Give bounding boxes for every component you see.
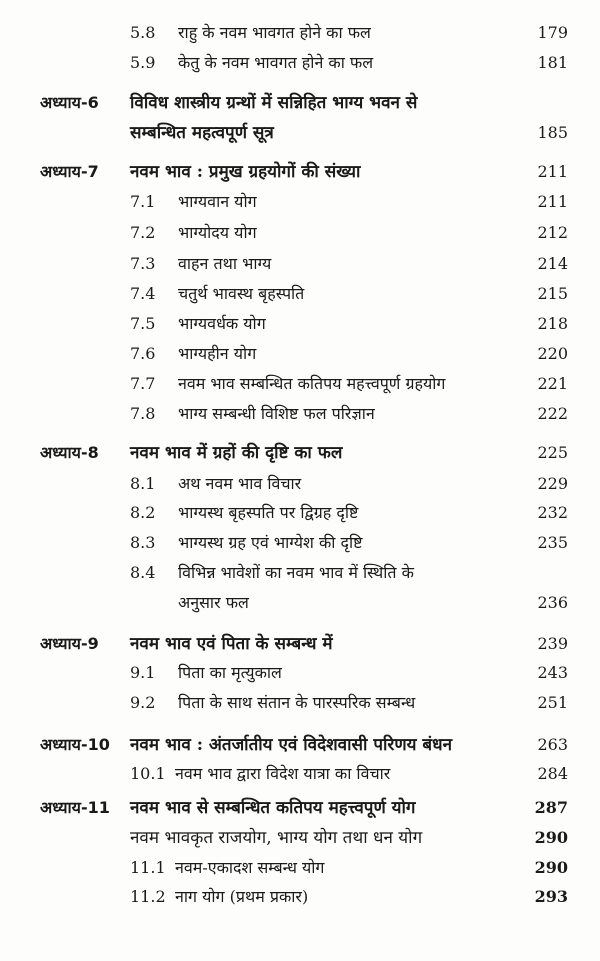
section-entry — [0, 498, 600, 528]
section-entry — [0, 658, 600, 688]
entry-title: अनुसार फल — [178, 593, 249, 612]
chapter-label: अध्याय-9 — [40, 634, 99, 653]
section-number: 7.7 — [130, 374, 156, 393]
chapter-entry — [0, 730, 600, 760]
page-number: 235 — [537, 533, 568, 552]
section-entry — [0, 187, 600, 217]
entry-title: नवम भाव द्वारा विदेश यात्रा का विचार — [175, 764, 391, 783]
page-number: 214 — [537, 254, 568, 273]
entry-title: चतुर्थ भावस्थ बृहस्पति — [178, 284, 305, 303]
chapter-label: अध्याय-11 — [40, 798, 110, 817]
page-number: 284 — [537, 764, 568, 783]
entry-title: नवम भावकृत राजयोग, भाग्य योग तथा धन योग — [130, 828, 423, 848]
section-number: 11.1 — [130, 858, 166, 877]
page-number: 220 — [537, 344, 568, 363]
entry-title: पिता के साथ संतान के पारस्परिक सम्बन्ध — [178, 693, 416, 712]
section-number: 7.8 — [130, 404, 156, 423]
section-entry — [0, 369, 600, 399]
entry-title: पिता का मृत्युकाल — [178, 663, 282, 682]
chapter-label: अध्याय-8 — [40, 443, 99, 462]
page-number: 185 — [537, 123, 568, 142]
section-entry — [0, 558, 600, 588]
entry-title: भाग्यस्थ ग्रह एवं भाग्येश की दृष्टि — [178, 533, 363, 552]
entry-title: सम्बन्धित महत्वपूर्ण सूत्र — [130, 123, 274, 143]
entry-title: भाग्य सम्बन्धी विशिष्ट फल परिज्ञान — [178, 404, 375, 423]
page-number: 218 — [537, 314, 568, 333]
chapter-entry — [0, 629, 600, 659]
entry-title: अथ नवम भाव विचार — [178, 474, 302, 493]
entry-title: विविध शास्त्रीय ग्रन्थों में सन्निहित भाग्य भवन से — [130, 93, 418, 113]
section-entry — [0, 759, 600, 789]
entry-title: वाहन तथा भाग्य — [178, 254, 272, 273]
entry-title: विभिन्न भावेशों का नवम भाव में स्थिति के — [178, 563, 414, 582]
section-number: 7.6 — [130, 344, 156, 363]
page-number: 179 — [537, 23, 568, 42]
entry-title: केतु के नवम भावगत होने का फल — [178, 53, 374, 72]
section-number: 7.3 — [130, 254, 156, 273]
chapter-entry — [0, 157, 600, 187]
chapter-label: अध्याय-7 — [40, 162, 99, 181]
entry-title: नवम-एकादश सम्बन्ध योग — [175, 858, 325, 877]
page-number: 293 — [534, 887, 568, 906]
section-number: 7.5 — [130, 314, 156, 333]
page-number: 287 — [534, 798, 568, 817]
page-number: 290 — [534, 858, 568, 877]
page-number: 243 — [537, 663, 568, 682]
section-number: 8.3 — [130, 533, 156, 552]
section-number: 7.4 — [130, 284, 156, 303]
section-number: 8.4 — [130, 563, 156, 582]
page-number: 212 — [537, 223, 568, 242]
page-number: 239 — [537, 634, 568, 653]
page-number: 221 — [537, 374, 568, 393]
entry-title: भाग्यहीन योग — [178, 344, 257, 363]
section-entry — [0, 399, 600, 429]
section-entry — [0, 279, 600, 309]
entry-title: राहु के नवम भावगत होने का फल — [178, 23, 371, 42]
section-entry — [0, 853, 600, 883]
entry-title: भाग्यस्थ बृहस्पति पर द्विग्रह दृष्टि — [178, 503, 359, 522]
chapter-entry — [0, 793, 600, 823]
section-entry — [0, 688, 600, 718]
section-entry — [0, 48, 600, 78]
section-entry — [0, 882, 600, 912]
chapter-entry — [0, 823, 600, 853]
page-number: 229 — [537, 474, 568, 493]
page-number: 263 — [537, 735, 568, 754]
page-number: 222 — [537, 404, 568, 423]
section-entry — [0, 18, 600, 48]
chapter-entry — [0, 88, 600, 118]
section-number: 9.2 — [130, 693, 156, 712]
entry-title: भाग्यवान योग — [178, 192, 257, 211]
entry-title: नवम भाव : प्रमुख ग्रहयोगों की संख्या — [130, 162, 361, 182]
entry-title: नवम भाव सम्बन्धित कतिपय महत्त्वपूर्ण ग्रहयोग — [178, 374, 446, 393]
section-entry — [0, 528, 600, 558]
chapter-label: अध्याय-6 — [40, 93, 99, 112]
entry-title: भाग्यवर्धक योग — [178, 314, 266, 333]
section-entry — [0, 218, 600, 248]
page-number: 211 — [537, 162, 568, 181]
section-number: 10.1 — [130, 764, 166, 783]
page-number: 181 — [537, 53, 568, 72]
chapter-label: अध्याय-10 — [40, 735, 110, 754]
chapter-entry — [0, 438, 600, 468]
page-number: 215 — [537, 284, 568, 303]
section-number: 5.8 — [130, 23, 156, 42]
entry-title: भाग्योदय योग — [178, 223, 257, 242]
section-entry — [0, 588, 600, 618]
entry-title: नवम भाव : अंतर्जातीय एवं विदेशवासी परिणय बंधन — [130, 735, 453, 755]
section-entry — [0, 339, 600, 369]
section-number: 8.1 — [130, 474, 156, 493]
entry-title: नवम भाव से सम्बन्धित कतिपय महत्त्वपूर्ण योग — [130, 798, 416, 818]
section-number: 7.1 — [130, 192, 156, 211]
entry-title: नवम भाव में ग्रहों की दृष्टि का फल — [130, 443, 343, 463]
page-number: 290 — [534, 828, 568, 847]
entry-title: नाग योग (प्रथम प्रकार) — [175, 887, 309, 906]
section-number: 8.2 — [130, 503, 156, 522]
page-number: 251 — [537, 693, 568, 712]
section-number: 5.9 — [130, 53, 156, 72]
section-number: 11.2 — [130, 887, 166, 906]
section-entry — [0, 309, 600, 339]
page-number: 211 — [537, 192, 568, 211]
section-number: 7.2 — [130, 223, 156, 242]
page-number: 225 — [537, 443, 568, 462]
section-entry — [0, 249, 600, 279]
section-number: 9.1 — [130, 663, 156, 682]
section-entry — [0, 469, 600, 499]
page-number: 236 — [537, 593, 568, 612]
page-number: 232 — [537, 503, 568, 522]
entry-title: नवम भाव एवं पिता के सम्बन्ध में — [130, 634, 333, 654]
chapter-entry — [0, 118, 600, 148]
